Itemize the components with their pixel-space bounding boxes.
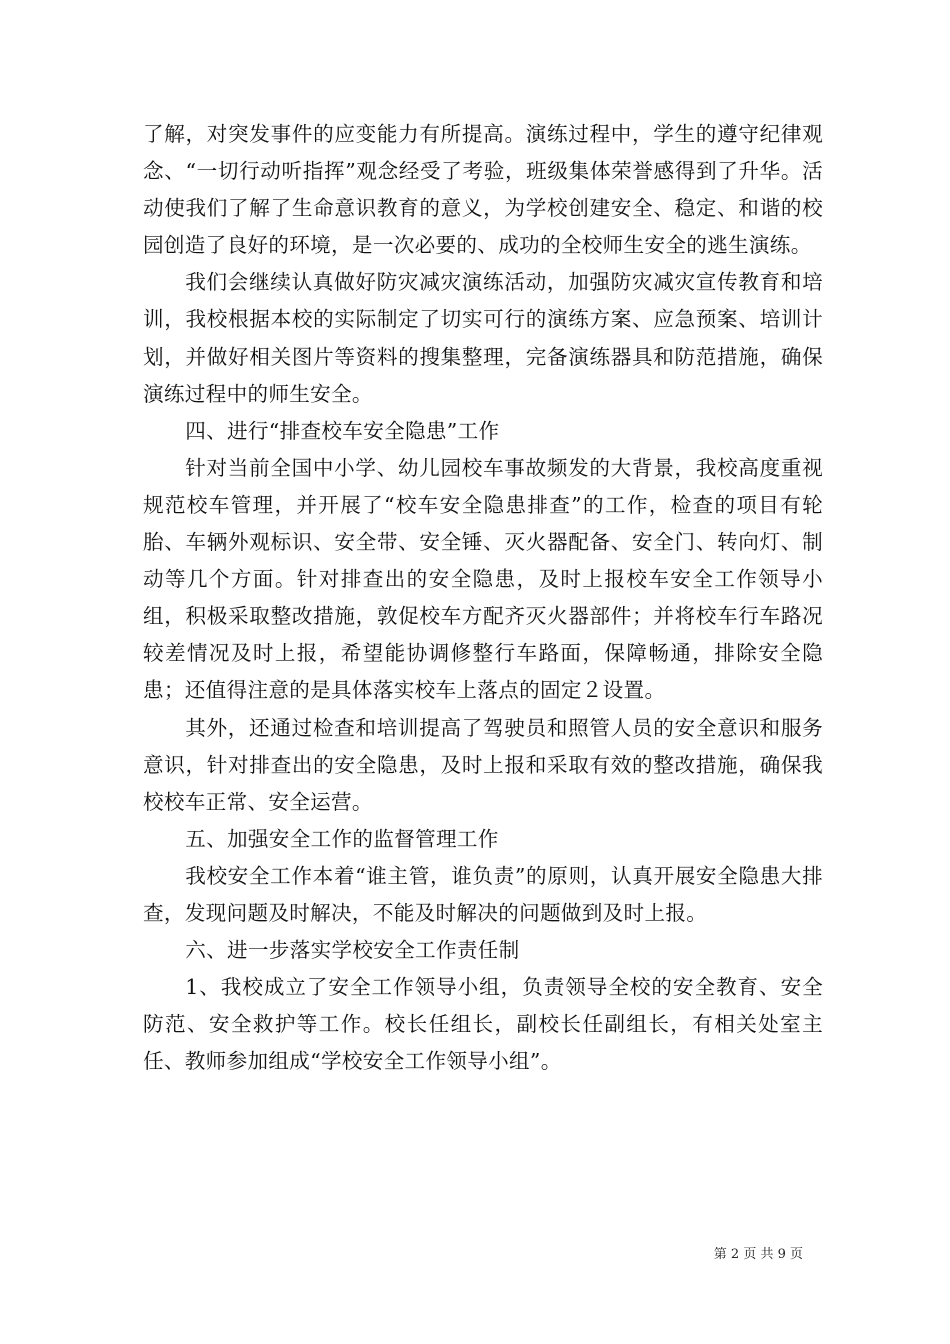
- section-heading-school-bus: 四、进行“排查校车安全隐患”工作: [185, 418, 500, 443]
- document-body: [143, 116, 823, 1080]
- paragraph-driver-training: 其外，还通过检查和培训提高了驾驶员和照管人员的安全意识和服务意识，针对排查出的安全隐患，及时上报和采取有效的整改措施，确保我校校车正常、安全运营。: [143, 715, 823, 814]
- paragraph-leadership-group: 1、我校成立了安全工作领导小组，负责领导全校的安全教育、安全防范、安全救护等工作。校长任组长，副校长任副组长，有相关处室主任、教师参加组成“学校安全工作领导小组”。: [143, 975, 823, 1074]
- section-heading-responsibility: 六、进一步落实学校安全工作责任制: [185, 938, 520, 963]
- page-number: 第 2 页 共 9 页: [713, 1247, 803, 1262]
- paragraph-drill-summary: 了解，对突发事件的应变能力有所提高。演练过程中，学生的遵守纪律观念、“一切行动听指挥”观念经受了考验，班级集体荣誉感得到了升华。活动使我们了解了生命意识教育的意义，为学校创建安全、稳定、和谐的校园创造了良好的环境，是一次必要的、成功的全校师生安全的逃生演练。: [143, 122, 823, 258]
- paragraph-disaster-prevention: 我们会继续认真做好防灾减灾演练活动，加强防灾减灾宣传教育和培训，我校根据本校的实际制定了切实可行的演练方案、应急预案、培训计划，并做好相关图片等资料的搜集整理，完备演练器具和防范措施，确保演练过程中的师生安全。: [143, 270, 823, 406]
- paragraph-school-bus-inspection: 针对当前全国中小学、幼儿园校车事故频发的大背景，我校高度重视规范校车管理，并开展了“校车安全隐患排查”的工作，检查的项目有轮胎、车辆外观标识、安全带、安全锤、灭火器配备、安全门、转向灯、制动等几个方面。针对排查出的安全隐患，及时上报校车安全工作领导小组，积极采取整改措施，敦促校车方配齐灭火器部件；并将校车行车路况较差情况及时上报，希望能协调修整行车路面，保障畅通，排除安全隐患；还值得注意的是具体落实校车上落点的固定２设置。: [143, 455, 823, 703]
- section-heading-supervision: 五、加强安全工作的监督管理工作: [185, 826, 499, 851]
- paragraph-supervision: 我校安全工作本着“谁主管，谁负责”的原则，认真开展安全隐患大排查，发现问题及时解决，不能及时解决的问题做到及时上报。: [143, 863, 823, 925]
